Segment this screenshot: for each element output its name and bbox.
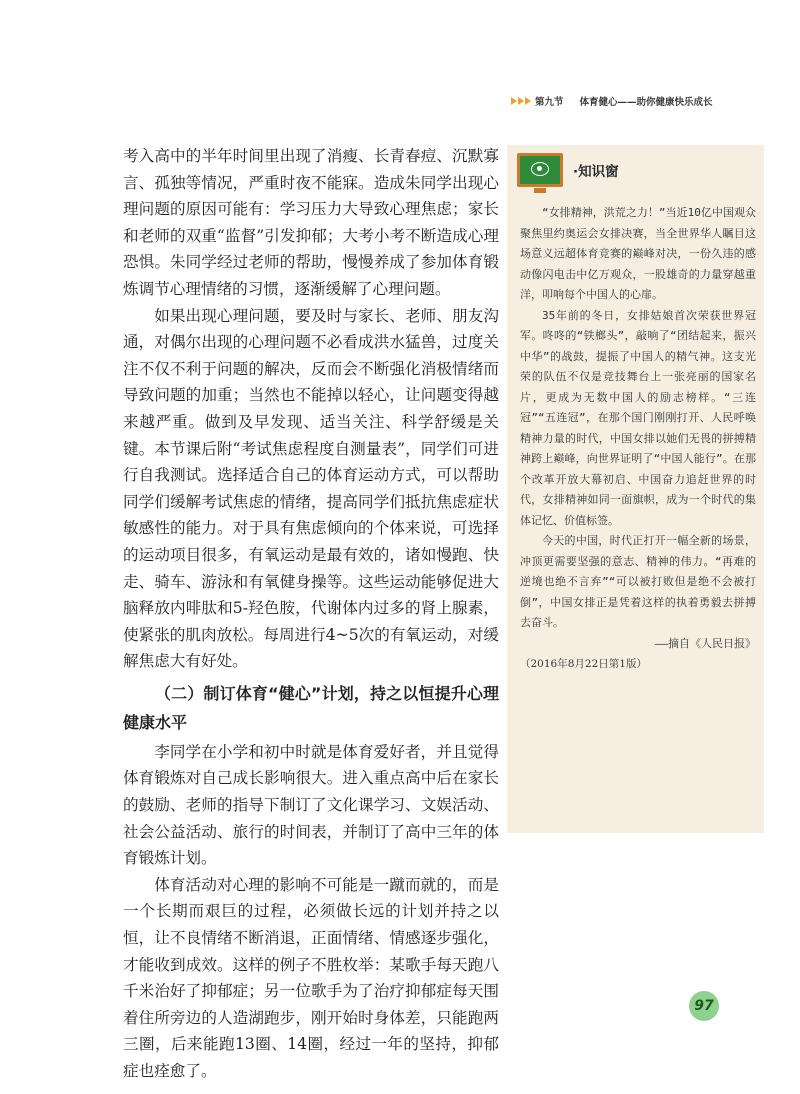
sidebar-date: （2016年8月22日第1版） — [520, 658, 647, 670]
paragraph-3: 李同学在小学和初中时就是体育爱好者，并且觉得体育锻炼对自己成长影响很大。进入重点高中后在家长的鼓励、老师的指导下制订了文化课学习、文娱活动、社会公益活动、旅行的时间表，并制订了高中三年的体育锻炼计划。 — [123, 742, 499, 868]
paragraph-1: 考入高中的半年时间里出现了消瘦、长青春痘、沉默寡言、孤独等情况，严重时夜不能寐。造成朱同学出现心理问题的原因可能有：学习压力大导致心理焦虑；家长和老师的双重“监督”引发抑郁；大考小考不断造成心理恐惧。朱同学经过老师的帮助，慢慢养成了参加体育锻炼调节心理情绪的习惯，逐渐缓解了心理问题。 — [123, 147, 499, 298]
sidebar-paragraph-3: 今天的中国，时代正打开一幅全新的场景，冲顶更需要坚强的意志、精神的伟力。“再难的逆境也绝不言弃”“可以被打败但是绝不会被打倒”，中国女排正是凭着这样的执着勇毅去拼搏去奋斗。 — [520, 534, 756, 629]
sidebar-source: ——摘自《人民日报》 — [654, 636, 756, 650]
knowledge-window-header — [517, 153, 619, 187]
arrow-icon — [511, 97, 531, 105]
header-section: 第九节 — [535, 97, 564, 108]
paragraph-4: 体育活动对心理的影响不可能是一蹴而就的，而是一个长期而艰巨的过程，必须做长远的计划并持之以恒，让不良情绪不断消退，正面情绪、情感逐步强化，才能收到成效。这样的例子不胜枚举：某歌手每天跑八千米治好了抑郁症；另一位歌手为了治疗抑郁症每天围着住所旁边的人造湖跑步，刚开始时身体差，只能跑两三圈，后来能跑13圈、14圈，经过一年的坚持，抑郁症也痊愈了。 — [123, 875, 499, 1080]
header-title: 体育健心——助你健康快乐成长 — [579, 97, 713, 108]
knowledge-window-body — [520, 203, 756, 675]
paragraph-2: 如果出现心理问题，要及时与家长、老师、朋友沟通，对偶尔出现的心理问题不必看成洪水猛兽，过度关注不仅不利于问题的解决，反而会不断强化消极情绪而导致问题的加重；当然也不能掉以轻心，让问题变得越来越严重。做到及早发现、适当关注、科学舒缓是关键。本节课后附“考试焦虑程度自测量表”，同学们可进行自我测试。选择适合自己的体育运动方式，可以帮助同学们缓解考试焦虑的情绪，提高同学们抵抗焦虑症状敏感性的能力。对于具有焦虑倾向的个体来说，可选择的运动项目很多，有氧运动是最有效的，诸如慢跑、快走、骑车、游泳和有氧健身操等。这些运动能够促进大脑释放内啡肽和5-羟色胺，代谢体内过多的肾上腺素，使紧张的肌肉放松。每周进行4~5次的有氧运动，对缓解焦虑大有好处。 — [123, 306, 499, 671]
knowledge-window-title: ·知识窗 — [573, 164, 619, 180]
sidebar-paragraph-2: 35年前的冬日，女排姑娘首次荣获世界冠军。咚咚的“铁榔头”，敲响了“团结起来，振兴中华”的战鼓，提振了中国人的精气神。这支光荣的队伍不仅是竞技舞台上一张亮丽的国家名片，更成为无数中国人的励志榜样。“三连冠”“五连冠”，在那个国门刚刚打开、人民呼唤精神力量的时代，中国女排以她们无畏的拼搏精神跨上巅峰，向世界证明了“中国人能行”。在那个改革开放大幕初启、中国奋力追赶世界的时代，女排精神如同一面旗帜，成为一个时代的集体记忆、价值标签。 — [520, 308, 756, 527]
chalkboard-eye-icon — [517, 153, 563, 187]
page-number: 97 — [689, 991, 719, 1021]
knowledge-window-box — [507, 145, 764, 833]
main-text — [123, 143, 499, 1085]
section-heading: （二）制订体育“健心”计划，持之以恒提升心理健康水平 — [123, 683, 499, 732]
running-header — [511, 92, 791, 110]
sidebar-paragraph-1: “女排精神，洪荒之力！”当近10亿中国观众聚焦里约奥运会女排决赛，当全世界华人瞩目这场意义远超体育竞赛的巅峰对决，一份久违的感动像闪电击中亿万观众，一股雄奇的力量穿越重洋，叩响每个中国人的心扉。 — [520, 206, 756, 301]
